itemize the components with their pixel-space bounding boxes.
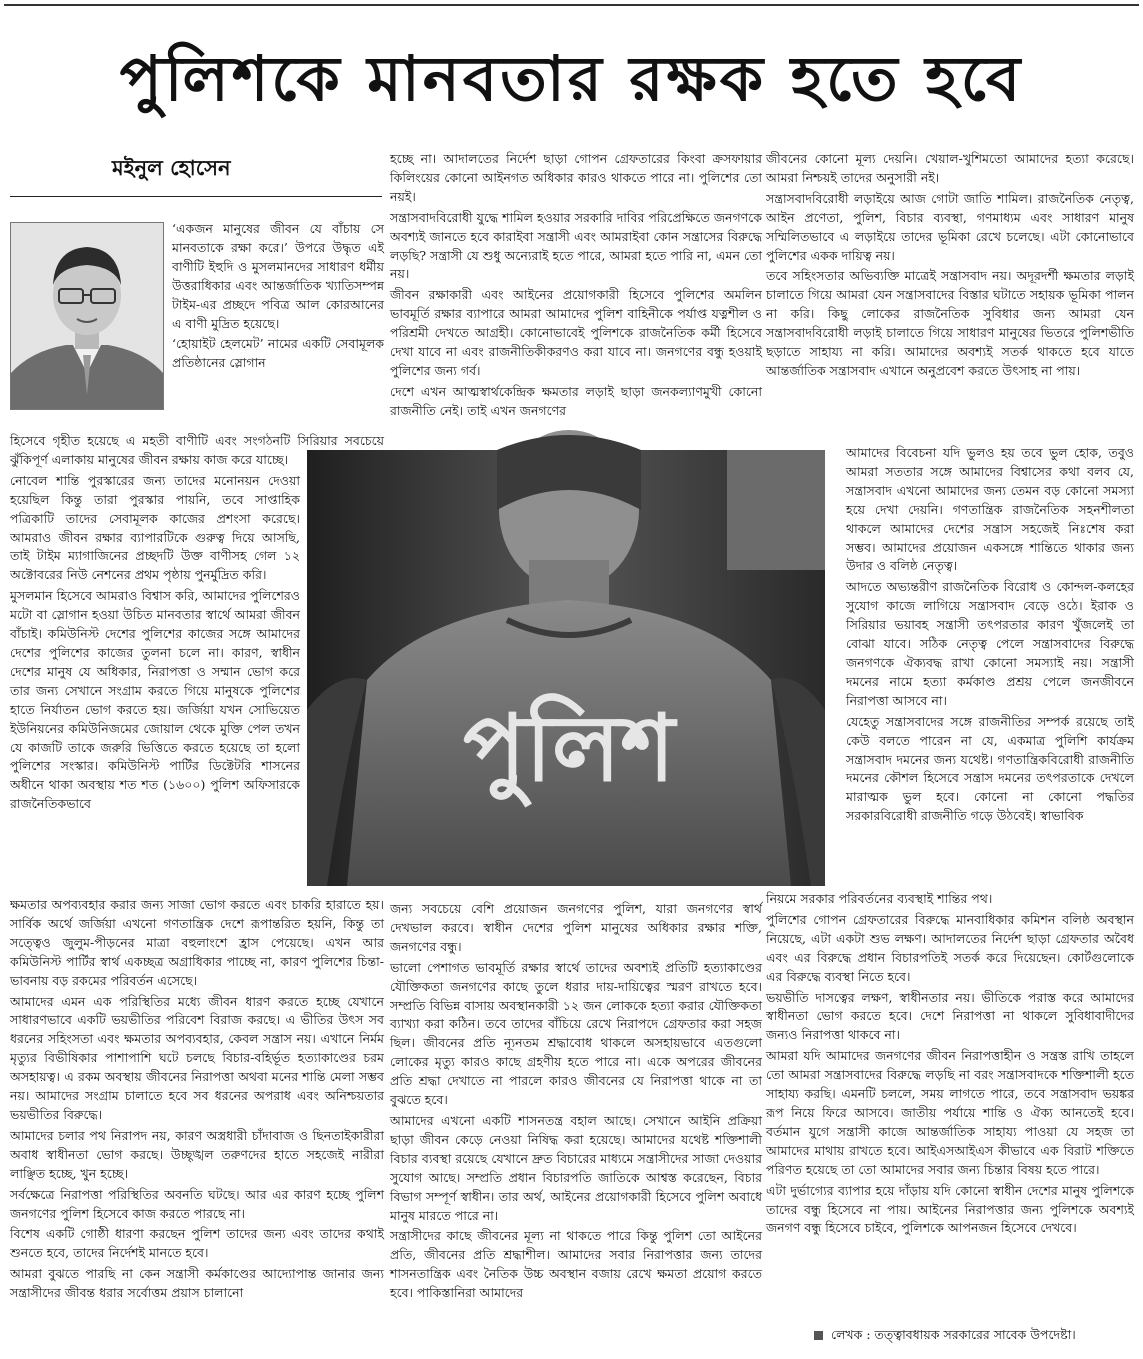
paragraph: দেশে এখন আত্মস্বার্থকেন্দ্রিক ক্ষমতার লড়াই ছাড়া জনকল্যাণমুখী কোনো রাজনীতি নেই। তাই এখন জনগণের: [390, 383, 762, 418]
paragraph: জীবনের কোনো মূল্য দেয়নি। খেয়াল-খুশিমতো আমাদের হত্যা করেছে। আমরা নিশ্চয়ই তাদের অনুসারী নই।: [766, 151, 1134, 185]
paragraph: আমাদের এমন এক পরিস্থিতির মধ্যে জীবন ধারণ করতে হচ্ছে যেখানে সাধারণভাবে একটি ভয়ভীতির পরিবেশ বিরাজ করছে। এ ভীতির উৎস সব ধরনের সহিংসতা এবং ক্ষমতার অপব্যবহার, কেবল সন্ত্রাস নয়। এখানে নির্মম মৃত্যুর বিভীষিকার পাশাপাশি ঘটে চলছে বিচার-বহির্ভূত হত্যাকাণ্ডের চরম অসহায়ত্ব। এ রকম অবস্থায় জীবনের নিরাপত্তা অথবা মনের শান্তি মেলা সম্ভব নয়। আমাদের সংগ্রাম চালাতে হবে সব ধরনের অপরাধ এবং অনিশ্চয়তার ভয়ভীতির বিরুদ্ধে।: [10, 993, 384, 1122]
column-1-middle: [10, 432, 384, 896]
paragraph: মুসলমান হিসেবে আমরাও বিশ্বাস করি, আমাদের পুলিশেরও মটো বা স্লোগান হওয়া উচিত মানবতার স্বার্থে আমরা জীবন বাঁচাই। কমিউনিস্ট দেশের পুলিশের কাজের সঙ্গে আমাদের দেশের পুলিশের কাজের তুলনা চলে না। কারণ, স্বাধীন দেশের মানুষ যে অধিকার, নিরাপত্তা ও সম্মান ভোগ করে তার জন্য সেখানে সংগ্রাম করতে গিয়ে মানুষকে পুলিশের হাতে নির্যাতন ভোগ করতে হয়। জর্জিয়া যখন সোভিয়েত ইউনিয়নের কমিউনিজমের জোয়াল থেকে মুক্তি পেল তখন যে কাজটি তাকে জরুরি ভিত্তিতে করতে হয়েছে তা হলো পুলিশের সংস্কার। কমিউনিস্ট পার্টির ডিক্টেটরি শাসনের অধীনে থাকা অবস্থায় শত শত (১৬০০) পুলিশ অফিসারকে রাজনৈতিকভাবে: [10, 588, 300, 812]
police-photo: [307, 450, 825, 886]
vest-lettering: পুলিশ: [463, 695, 675, 802]
paragraph: তবে সহিংসতার অভিব্যক্তি মাত্রেই সন্ত্রাসবাদ নয়। অদূরদর্শী ক্ষমতার লড়াই চালাতে গিয়ে আমরা যেন সন্ত্রাসবাদের বিস্তার ঘটাতে সহায়ক ভূমিকা পালন না করি। কিছু লোকের রাজনৈতিক সুবিধার জন্য আমরা যেন সন্ত্রাসবাদবিরোধী লড়াই চালাতে গিয়ে সাধারণ মানুষের ভিতরে পুলিশভীতি ছড়াতে সাহায্য না করি। আমাদের অবশ্যই সতর্ক থাকতে হবে যাতে আন্তর্জাতিক সন্ত্রাসবাদ এখানে অনুপ্রবেশ করতে উৎসাহ না পায়।: [766, 268, 1134, 378]
column-3-side: [846, 444, 1134, 888]
paragraph: আমাদের বিবেচনা যদি ভুলও হয় তবে ভুল হোক, তবুও আমরা সততার সঙ্গে আমাদের বিশ্বাসের কথা বলব যে, সন্ত্রাসবাদ এখনো আমাদের জন্য তেমন বড় কোনো সমস্যা হয়ে দেখা দেয়নি। গণতান্ত্রিক রাজনৈতিক সহনশীলতা থাকলে আমাদের দেশের সন্ত্রাস সহজেই নিঃশেষ করা সম্ভব। আমাদের প্রয়োজন একসঙ্গে শান্তিতে থাকার জন্য উদার ও বলিষ্ঠ নেতৃত্ব।: [846, 445, 1134, 574]
byline: মইনুল হোসেন: [112, 156, 231, 180]
paragraph: যেহেতু সন্ত্রাসবাদের সঙ্গে রাজনীতির সম্পর্ক রয়েছে তাই কেউ বলতে পারেন না যে, একমাত্র পুলিশি কার্যক্রম সন্ত্রাসবাদ দমনের জন্য যথেষ্ট। গণতান্ত্রিকবিরোধী রাজনীতি দমনের কৌশল হিসেবে সন্ত্রাস দমনের তৎপরতাকে দেখলে মারাত্মক ভুল হবে। কোনো না কোনো পদ্ধতির সরকারবিরোধী রাজনীতি গড়ে উঠবেই। স্বাভাবিক: [846, 713, 1134, 824]
column-1-top: [172, 220, 384, 450]
paragraph: সন্ত্রাসবাদবিরোধী লড়াইয়ে আজ গোটা জাতি শামিল। রাজনৈতিক নেতৃত্ব, আইন প্রণেতা, পুলিশ, বিচার ব্যবস্থা, গণমাধ্যম এবং সাধারণ মানুষ সম্মিলিতভাবে এ লড়াইয়ে তাদের ভূমিকা রেখে চলেছে। এটা কোনোভাবে পুলিশের একক দায়িত্ব নয়।: [766, 190, 1134, 263]
headline: পুলিশকে মানবতার রক্ষক হতে হবে: [119, 42, 1024, 115]
paragraph: আমাদের এখনো একটি শাসনতন্ত্র বহাল আছে। সেখানে আইনি প্রক্রিয়া ছাড়া জীবন কেড়ে নেওয়া নিষিদ্ধ করা হয়েছে। আমাদের যথেষ্ট শক্তিশালী বিচার ব্যবস্থা রয়েছে যেখানে দ্রুত বিচারের মাধ্যমে সন্ত্রাসীদের সাজা দেওয়ার সুযোগ আছে। সম্প্রতি প্রধান বিচারপতি জাতিকে আশ্বস্ত করেছেন, বিচার বিভাগ সম্পূর্ণ স্বাধীন। তার অর্থ, আইনের প্রয়োগকারী হিসেবে পুলিশ অবাধে মানুষ মারতে পারে না।: [390, 1112, 762, 1223]
square-bullet-icon: [814, 1331, 823, 1340]
paragraph: এটা দুর্ভাগ্যের ব্যাপার হয়ে দাঁড়ায় যদি কোনো স্বাধীন দেশের মানুষ পুলিশকে তাদের বন্ধু হিসেবে না পায়। আইনের নিরাপত্তার জন্য পুলিশকে অবশ্যই জনগণ বন্ধু হিসেবে চাইবে, পুলিশকে আপনজন হিসেবে দেখবে।: [766, 1182, 1134, 1236]
paragraph: নোবেল শান্তি পুরস্কারের জন্য তাদের মনোনয়ন দেওয়া হয়েছিল কিন্তু তারা পুরস্কার পায়নি, তবে সাপ্তাহিক পত্রিকাটি তাদের সেবামূলক কাজের প্রশংসা করেছে। আমরাও জীবন রক্ষার ব্যাপারটিকে গুরুত্ব দিয়ে আসছি, তাই টাইম ম্যাগাজিনের প্রচ্ছদটি উক্ত বাণীসহ গেল ১২ অক্টোবরের নিউ নেশনের প্রথম পৃষ্ঠায় পুনর্মুদ্রিত করি।: [10, 472, 300, 583]
paragraph: হিসেবে গৃহীত হয়েছে এ মহতী বাণীটি এবং সংগঠনটি সিরিয়ার সবচেয়ে ঝুঁকিপূর্ণ এলাকায় মানুষের জীবন রক্ষায় কাজ করে যাচ্ছে।: [10, 433, 384, 467]
paragraph: পুলিশের গোপন গ্রেফতারের বিরুদ্ধে মানবাধিকার কমিশন বলিষ্ঠ অবস্থান নিয়েছে, এটা একটা শুভ লক্ষণ। আদালতের নির্দেশ ছাড়া গ্রেফতার অবৈধ এবং এর বিরুদ্ধে প্রধান বিচারপতিই সতর্ক করে দিয়েছেন। কোর্টগুলোকে এর বিরুদ্ধে ব্যবস্থা নিতে হবে।: [766, 911, 1134, 984]
paragraph: আদতে অভ্যন্তরীণ রাজনৈতিক বিরোধ ও কোন্দল-কলহের সুযোগ কাজে লাগিয়ে সন্ত্রাসবাদ বেড়ে ওঠে। ইরাক ও সিরিয়ার ভয়াবহ সন্ত্রাসী তৎপরতার কারণ খুঁজলেই তা বোঝা যাবে। সঠিক নেতৃত্ব পেলে সন্ত্রাসবাদের বিরুদ্ধে জনগণকে ঐক্যবদ্ধ রাখা কোনো সমস্যাই নয়। সন্ত্রাসী দমনের নামে হত্যা কর্মকাণ্ড প্রশ্রয় পেলে জনজীবনে নিরাপত্তা আসবে না।: [846, 579, 1134, 708]
paragraph: সন্ত্রাসবাদবিরোধী যুদ্ধে শামিল হওয়ার সরকারি দাবির পরিপ্রেক্ষিতে জনগণকে অবশ্যই জানতে হবে কারাইবা সন্ত্রাসী এবং আমরাইবা কোন সন্ত্রাসের বিরুদ্ধে লড়ছি? সন্ত্রাসী যে শুধু অন্যেরাই হতে পারে, আমরা হতে পারি না, এমন তো নয়।: [390, 209, 762, 282]
byline-rule: [10, 196, 382, 197]
author-credit: [814, 1326, 1134, 1344]
paragraph: জন্য সবচেয়ে বেশি প্রয়োজন জনগণের পুলিশ, যারা জনগণের স্বার্থ দেখভাল করবে। স্বাধীন দেশের পুলিশ মানুষের অধিকার রক্ষার শক্তি, জনগণের বন্ধু।: [390, 901, 762, 954]
paragraph: সর্বক্ষেত্রে নিরাপত্তা পরিস্থিতির অবনতি ঘটছে। আর এর কারণ হচ্ছে পুলিশ জনগণের পুলিশ হিসেবে কাজ করতে পারছে না।: [10, 1186, 384, 1221]
column-1-bottom: [10, 896, 384, 1356]
paragraph: আমরা যদি আমাদের জনগণের জীবন নিরাপত্তাহীন ও সন্ত্রস্ত রাখি তাহলে তো আমরা সন্ত্রাসবাদের বিরুদ্ধে লড়ছি না বরং সন্ত্রাসবাদকে শক্তিশালী হতে সাহায্য করছি। এমনটি চললে, সময় লাগতে পারে, তবে সন্ত্রাসবাদ ভয়ঙ্কর রূপ নিয়ে ফিরে আসবে। জাতীয় পর্যায়ে শান্তি ও ঐক্য আনতেই হবে। বর্তমান যুগে সন্ত্রাসী কাজে আন্তর্জাতিক সাহায্য পাওয়া যে সহজ তা আমাদের মাথায় রাখতে হবে। আইএসআইএস কীভাবে এক বিরাট শক্তিতে পরিণত হয়েছে তা তো আমাদের সবার জন্য চিন্তার বিষয় হতে পারে।: [766, 1048, 1134, 1177]
paragraph: নিয়মে সরকার পরিবর্তনের ব্যবস্থাই শান্তির পথ।: [766, 891, 993, 906]
column-2-top: [390, 150, 762, 446]
top-rule: [4, 4, 1139, 6]
column-3-top: [766, 150, 1134, 442]
paragraph: ‘হোয়াইট হেলমেট’ নামের একটি সেবামূলক প্রতিষ্ঠানের স্লোগান: [172, 336, 384, 371]
paragraph: বিশেষ একটি গোষ্ঠী ধারণা করছেন পুলিশ তাদের জন্য এবং তাদের কথাই শুনতে হবে, তাদের নির্দেশই মানতে হবে।: [10, 1226, 384, 1261]
paragraph: হচ্ছে না। আদালতের নির্দেশ ছাড়া গোপন গ্রেফতারের কিংবা ক্রসফায়ার কিলিংয়ের কোনো আইনগত অধিকার কারও থাকতে পারে না। পুলিশের তো নয়ই।: [390, 151, 762, 204]
paragraph: ‘একজন মানুষের জীবন যে বাঁচায় সে মানবতাকে রক্ষা করে।’ উপরে উদ্ধৃত এই বাণীটি ইহুদি ও মুসলমানদের সাধারণ ধর্মীয় উত্তরাধিকার এবং আন্তর্জাতিক খ্যাতিসম্পন্ন টাইম-এর প্রচ্ছদে পবিত্র আল কোরআনের এ বাণী মুদ্রিত হয়েছে।: [172, 221, 384, 331]
paragraph: আমরা বুঝতে পারছি না কেন সন্ত্রাসী কর্মকাণ্ডের আদ্যোপান্ত জানার জন্য সন্ত্রাসীদের জীবন্ত ধরার সর্বোত্তম প্রয়াস চালানো: [10, 1266, 384, 1301]
paragraph: ভয়ভীতি দাসত্বের লক্ষণ, স্বাধীনতার নয়। ভীতিকে পরাস্ত করে আমাদের স্বাধীনতা ভোগ করতে হবে। দেশে নিরাপত্তা না থাকলে সুবিধাবাদীদের জন্যও নিরাপত্তা থাকবে না।: [766, 989, 1134, 1043]
paragraph: ক্ষমতার অপব্যবহার করার জন্য সাজা ভোগ করতে এবং চাকরি হারাতে হয়। সার্বিক অর্থে জর্জিয়া এখনো গণতান্ত্রিক দেশে রূপান্তরিত হয়নি, কিন্তু তা সত্ত্বেও জুলুম-পীড়নের মাত্রা বহুলাংশে হ্রাস পেয়েছে। এখন আর কমিউনিস্ট পার্টির স্বার্থ একচ্ছত্র অগ্রাধিকার পাচ্ছে না, কারণ পুলিশের চিন্তা-ভাবনায় বড় রকমের পরিবর্তন এসেছে।: [10, 897, 384, 988]
column-3-bottom: [766, 890, 1134, 1322]
paragraph: ভালো পেশাগত ভাবমূর্তি রক্ষার স্বার্থে তাদের অবশ্যই প্রতিটি হত্যাকাণ্ডের যৌক্তিকতা জনগণের কাছে তুলে ধরার দায়-দায়িত্বের স্মরণ রাখতে হবে। সম্প্রতি বিভিন্ন বাসায় অবস্থানকারী ১২ জন লোককে হত্যা করার যৌক্তিকতা ব্যাখ্যা করা কঠিন। তবে তাদের বাঁচিয়ে রেখে নিরাপদে গ্রেফতার করা সহজ ছিল। জীবনের প্রতি ন্যূনতম শ্রদ্ধাবোধ থাকলে অসহায়ভাবে এতগুলো লোকের মৃত্যু কারও কাছে গ্রহণীয় হতে পারে না। একে অপরের জীবনের প্রতি শ্রদ্ধা দেখাতে না পারলে কারও জীবনের যে নিরাপত্তা থাকে না তা বুঝতে হবে।: [390, 959, 762, 1108]
paragraph: আমাদের চলার পথ নিরাপদ নয়, কারণ অস্ত্রধারী চাঁদাবাজ ও ছিনতাইকারীরা অবাধ স্বাধীনতা ভোগ করছে। উচ্ছৃঙ্খল তরুণদের হাতে সহজেই নারীরা লাঞ্ছিত হচ্ছে, খুন হচ্ছে।: [10, 1127, 384, 1181]
column-2-bottom: [390, 900, 762, 1356]
author-credit-text: লেখক : তত্ত্বাবধায়ক সরকারের সাবেক উপদেষ্টা।: [831, 1327, 1076, 1342]
author-photo: [10, 222, 164, 410]
paragraph: সন্ত্রাসীদের কাছে জীবনের মূল্য না থাকতে পারে কিন্তু পুলিশ তো আইনের প্রতি, জীবনের প্রতি শ্রদ্ধাশীল। আমাদের সবার নিরাপত্তার জন্য তাদের শাসনতান্ত্রিক এবং নৈতিক উচ্চ অবস্থান বজায় রেখে ক্ষমতা প্রয়োগ করতে হবে। পাকিস্তানিরা আমাদের: [390, 1228, 762, 1301]
paragraph: জীবন রক্ষাকারী এবং আইনের প্রয়োগকারী হিসেবে পুলিশের অমলিন ভাবমূর্তি রক্ষার ব্যাপারে আমরা আমাদের পুলিশ বাহিনীকে পর্যাপ্ত যত্নশীল ও পরিশ্রমী দেখতে আগ্রহী। কোনোভাবেই পুলিশকে রাজনৈতিক কর্মী হিসেবে দেখা যাবে না এবং রাজনীতিকীকরণও করা যাবে না। জনগণের বন্ধু হওয়াই পুলিশের জন্য গর্ব।: [390, 287, 762, 378]
